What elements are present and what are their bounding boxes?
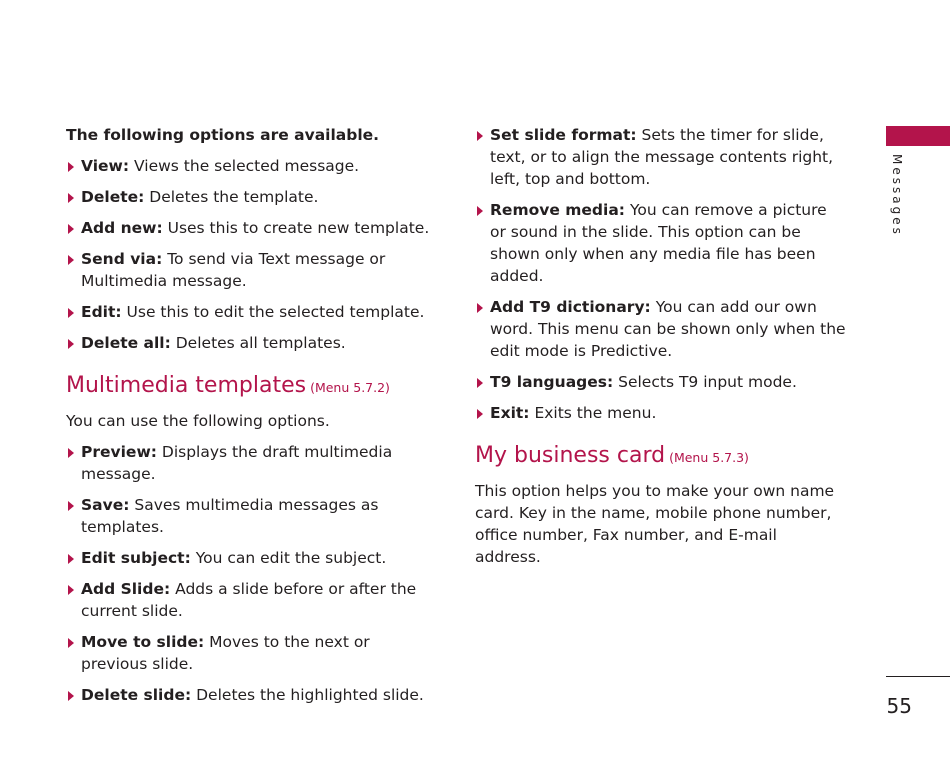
multimedia-intro: You can use the following options. xyxy=(66,412,330,430)
list-item xyxy=(475,371,847,393)
option-desc: You can remove a picture or sound in the slide. This option can be shown only when any media file has been added. xyxy=(490,201,827,285)
option-term: Save: xyxy=(81,496,130,514)
option-desc: Moves to the next or previous slide. xyxy=(81,633,370,673)
option-desc: Deletes the template. xyxy=(149,188,319,206)
option-term: Edit: xyxy=(81,303,122,321)
right-column xyxy=(475,124,847,577)
triangle-bullet-icon xyxy=(68,638,74,648)
option-term: Add T9 dictionary: xyxy=(490,298,651,316)
section-title: Multimedia templates xyxy=(66,373,307,398)
left-column xyxy=(66,124,440,715)
option-desc: Saves multimedia messages as templates. xyxy=(81,496,379,536)
list-item xyxy=(66,217,440,239)
list-item xyxy=(66,578,440,622)
option-term: Move to slide: xyxy=(81,633,205,651)
list-item xyxy=(66,684,440,706)
triangle-bullet-icon xyxy=(68,448,74,458)
list-item xyxy=(66,494,440,538)
option-desc: Displays the draft multimedia message. xyxy=(81,443,393,483)
triangle-bullet-icon xyxy=(68,501,74,511)
triangle-bullet-icon xyxy=(68,162,74,172)
triangle-bullet-icon xyxy=(68,224,74,234)
business-card-heading xyxy=(475,442,847,472)
multimedia-templates-heading xyxy=(66,372,440,402)
option-term: Exit: xyxy=(490,404,530,422)
triangle-bullet-icon xyxy=(477,206,483,216)
triangle-bullet-icon xyxy=(68,585,74,595)
list-item xyxy=(66,301,440,323)
list-item xyxy=(66,186,440,208)
menu-reference: (Menu 5.7.2) xyxy=(310,380,390,395)
option-term: Preview: xyxy=(81,443,157,461)
list-item xyxy=(475,402,847,424)
option-desc: Deletes all templates. xyxy=(175,334,346,352)
list-item xyxy=(66,547,440,569)
triangle-bullet-icon xyxy=(477,409,483,419)
multimedia-options-list xyxy=(66,441,440,706)
triangle-bullet-icon xyxy=(477,131,483,141)
triangle-bullet-icon xyxy=(68,255,74,265)
option-term: Send via: xyxy=(81,250,163,268)
list-item xyxy=(66,441,440,485)
footer-divider xyxy=(886,676,950,677)
option-term: Remove media: xyxy=(490,201,625,219)
option-desc: To send via Text message or Multimedia message. xyxy=(81,250,386,290)
list-item xyxy=(475,124,847,190)
list-item xyxy=(66,248,440,292)
triangle-bullet-icon xyxy=(68,691,74,701)
option-term: Add new: xyxy=(81,219,163,237)
list-item xyxy=(475,296,847,362)
triangle-bullet-icon xyxy=(68,193,74,203)
triangle-bullet-icon xyxy=(68,339,74,349)
option-desc: Views the selected message. xyxy=(134,157,360,175)
template-options-list xyxy=(66,155,440,354)
option-term: Delete: xyxy=(81,188,145,206)
option-term: Delete all: xyxy=(81,334,171,352)
option-desc: Use this to edit the selected template. xyxy=(126,303,425,321)
list-item xyxy=(66,155,440,177)
options-intro: The following options are available. xyxy=(66,126,380,144)
triangle-bullet-icon xyxy=(68,554,74,564)
option-desc: Deletes the highlighted slide. xyxy=(196,686,424,704)
menu-reference: (Menu 5.7.3) xyxy=(669,450,749,465)
section-tab-marker xyxy=(886,126,950,146)
option-desc: You can add our own word. This menu can be shown only when the edit mode is Predictive. xyxy=(490,298,846,360)
option-desc: You can edit the subject. xyxy=(195,549,387,567)
option-term: Set slide format: xyxy=(490,126,637,144)
option-desc: Exits the menu. xyxy=(534,404,657,422)
option-term: Add Slide: xyxy=(81,580,171,598)
slide-options-list xyxy=(475,124,847,424)
option-term: View: xyxy=(81,157,130,175)
triangle-bullet-icon xyxy=(477,378,483,388)
business-card-body: This option helps you to make your own name card. Key in the name, mobile phone number, office number, Fax number, and E-mail address. xyxy=(475,482,835,566)
option-term: Edit subject: xyxy=(81,549,191,567)
triangle-bullet-icon xyxy=(477,303,483,313)
list-item xyxy=(66,332,440,354)
section-tab-label: Messages xyxy=(890,154,904,237)
triangle-bullet-icon xyxy=(68,308,74,318)
option-desc: Uses this to create new template. xyxy=(167,219,430,237)
option-term: Delete slide: xyxy=(81,686,192,704)
option-term: T9 languages: xyxy=(490,373,614,391)
list-item xyxy=(475,199,847,287)
list-item xyxy=(66,631,440,675)
option-desc: Adds a slide before or after the current slide. xyxy=(81,580,417,620)
option-desc: Sets the timer for slide, text, or to align the message contents right, left, top and bottom. xyxy=(490,126,834,188)
option-desc: Selects T9 input mode. xyxy=(618,373,797,391)
section-title: My business card xyxy=(475,443,666,468)
page-number: 55 xyxy=(886,694,912,718)
